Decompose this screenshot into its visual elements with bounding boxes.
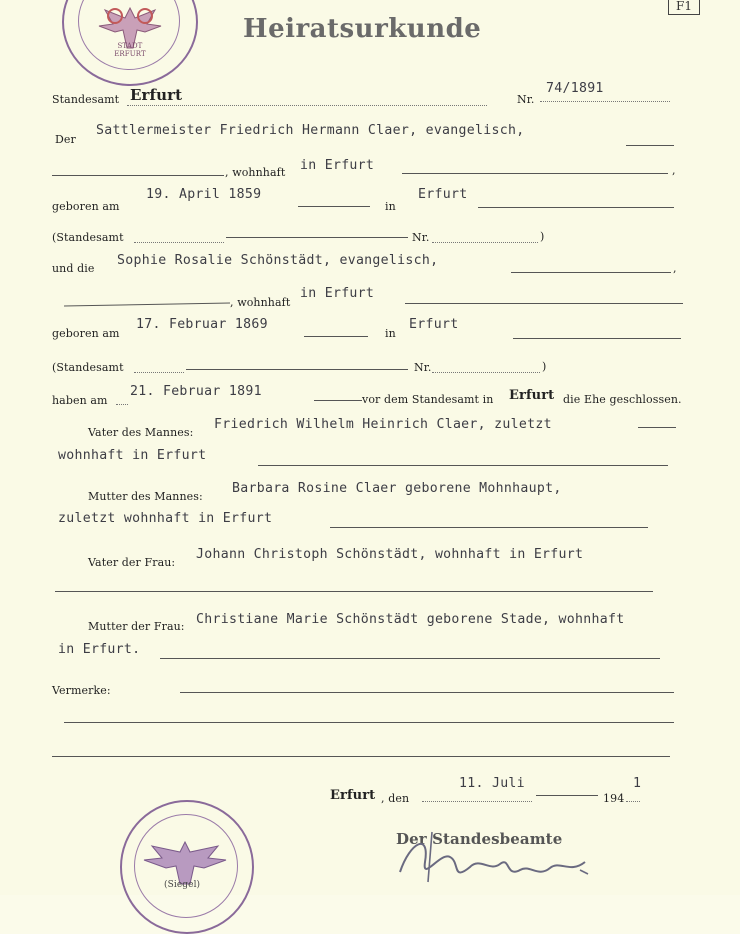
bride-standesamt-nr-dots bbox=[432, 372, 540, 373]
nr-line bbox=[540, 101, 670, 102]
bride-standesamt-label: (Standesamt bbox=[52, 361, 124, 374]
bride-standesamt-line bbox=[186, 369, 408, 370]
groom-wohnhaft-label: , wohnhaft bbox=[225, 166, 286, 179]
ehe-geschlossen-label: die Ehe geschlossen. bbox=[563, 393, 682, 406]
mutter-mannes-line-1: Barbara Rosine Claer geborene Mohnhaupt, bbox=[232, 481, 562, 496]
vater-frau-label: Vater der Frau: bbox=[88, 556, 176, 569]
mutter-frau-line-2-rule bbox=[160, 658, 660, 659]
groom-in-label: in bbox=[385, 200, 396, 213]
nr-value: 74/1891 bbox=[546, 81, 604, 96]
mutter-mannes-line-2: zuletzt wohnhaft in Erfurt bbox=[58, 511, 273, 526]
vermerke-label: Vermerke: bbox=[52, 684, 111, 697]
groom-standesamt-label: (Standesamt bbox=[52, 231, 124, 244]
footer-date-dots bbox=[422, 801, 532, 802]
haben-am-label: haben am bbox=[52, 394, 108, 407]
groom-birth-date: 19. April 1859 bbox=[146, 187, 262, 202]
siegel-label: (Siegel) bbox=[164, 880, 201, 890]
und-die-label: und die bbox=[52, 262, 95, 275]
mutter-mannes-line-2-rule bbox=[330, 527, 648, 528]
groom-standesamt-nr-label: Nr. bbox=[412, 231, 430, 244]
marriage-date-line bbox=[314, 400, 362, 401]
footer-place: Erfurt bbox=[330, 788, 376, 803]
official-label: Der Standesbeamte bbox=[396, 830, 563, 848]
bride-wohnhaft-value: in Erfurt bbox=[300, 286, 375, 301]
vater-mannes-line-1: Friedrich Wilhelm Heinrich Claer, zuletzt bbox=[214, 417, 552, 432]
bride-standesamt-dots bbox=[134, 372, 184, 373]
bride-name: Sophie Rosalie Schönstädt, evangelisch, bbox=[117, 253, 439, 268]
mutter-mannes-label: Mutter des Mannes: bbox=[88, 490, 203, 503]
bride-name-line bbox=[511, 272, 671, 273]
vermerke-line-1 bbox=[180, 692, 674, 693]
signature-icon bbox=[380, 812, 600, 892]
bride-birth-place: Erfurt bbox=[409, 317, 459, 332]
groom-standesamt-nr-dots bbox=[432, 242, 538, 243]
bride-in-label: in bbox=[385, 327, 396, 340]
groom-birth-place: Erfurt bbox=[418, 187, 468, 202]
groom-geboren-label: geboren am bbox=[52, 200, 120, 213]
footer-date: 11. Juli bbox=[459, 776, 525, 791]
vater-frau-rule bbox=[55, 591, 653, 592]
bride-wohnhaft-label: , wohnhaft bbox=[230, 296, 291, 309]
vater-mannes-line-2: wohnhaft in Erfurt bbox=[58, 448, 207, 463]
bride-pre-wohnhaft-line bbox=[64, 303, 230, 307]
mutter-frau-line-2: in Erfurt. bbox=[58, 642, 141, 657]
standesamt-value: Erfurt bbox=[130, 86, 183, 104]
groom-name-line bbox=[626, 145, 674, 146]
standesamt-label: Standesamt bbox=[52, 93, 120, 106]
groom-standesamt-close: ) bbox=[540, 230, 545, 243]
bride-birth-place-line bbox=[513, 338, 681, 339]
footer-den-label: , den bbox=[381, 792, 410, 805]
vater-mannes-line-2-rule bbox=[258, 465, 668, 466]
vater-mannes-label: Vater des Mannes: bbox=[88, 426, 194, 439]
bride-wohnhaft-line bbox=[405, 303, 683, 304]
groom-pre-wohnhaft-line bbox=[52, 175, 224, 176]
groom-wohnhaft-comma: , bbox=[672, 164, 676, 177]
bride-standesamt-nr-label: Nr. bbox=[414, 361, 432, 374]
groom-birth-date-line bbox=[298, 206, 370, 207]
marriage-date: 21. Februar 1891 bbox=[130, 384, 262, 399]
vermerke-line-2 bbox=[64, 722, 674, 723]
bride-birth-date-line bbox=[304, 336, 368, 337]
vor-dem-place: Erfurt bbox=[509, 388, 555, 403]
footer-date-line bbox=[536, 795, 598, 796]
vater-mannes-trail bbox=[638, 427, 676, 428]
groom-birth-place-line bbox=[478, 207, 674, 208]
standesamt-line bbox=[127, 105, 487, 106]
nr-label: Nr. bbox=[517, 93, 535, 106]
bride-standesamt-close: ) bbox=[542, 360, 547, 373]
bride-birth-date: 17. Februar 1869 bbox=[136, 317, 268, 332]
groom-standesamt-line bbox=[226, 237, 408, 238]
document-title: Heiratsurkunde bbox=[243, 14, 482, 44]
groom-name: Sattlermeister Friedrich Hermann Claer, evangelisch, bbox=[96, 123, 525, 138]
form-code: F1 bbox=[668, 0, 700, 15]
groom-wohnhaft-value: in Erfurt bbox=[300, 158, 375, 173]
vater-frau-line-1: Johann Christoph Schönstädt, wohnhaft in Erfurt bbox=[196, 547, 584, 562]
groom-wohnhaft-line bbox=[402, 173, 668, 174]
footer-year-dots bbox=[626, 801, 640, 802]
footer-year-suffix: 1 bbox=[633, 776, 642, 791]
groom-standesamt-dots bbox=[134, 242, 224, 243]
vermerke-line-3 bbox=[52, 756, 670, 757]
mutter-frau-line-1: Christiane Marie Schönstädt geborene Stade, wohnhaft bbox=[196, 612, 625, 627]
bride-name-comma: , bbox=[673, 262, 677, 275]
mutter-frau-label: Mutter der Frau: bbox=[88, 620, 185, 633]
top-stamp-text: STADT ERFURT bbox=[114, 42, 146, 58]
der-label: Der bbox=[55, 133, 76, 146]
vor-dem-label: vor dem Standesamt in bbox=[362, 393, 494, 406]
footer-year-prefix: 194 bbox=[603, 792, 625, 805]
bride-geboren-label: geboren am bbox=[52, 327, 120, 340]
marriage-date-dots bbox=[116, 404, 128, 405]
